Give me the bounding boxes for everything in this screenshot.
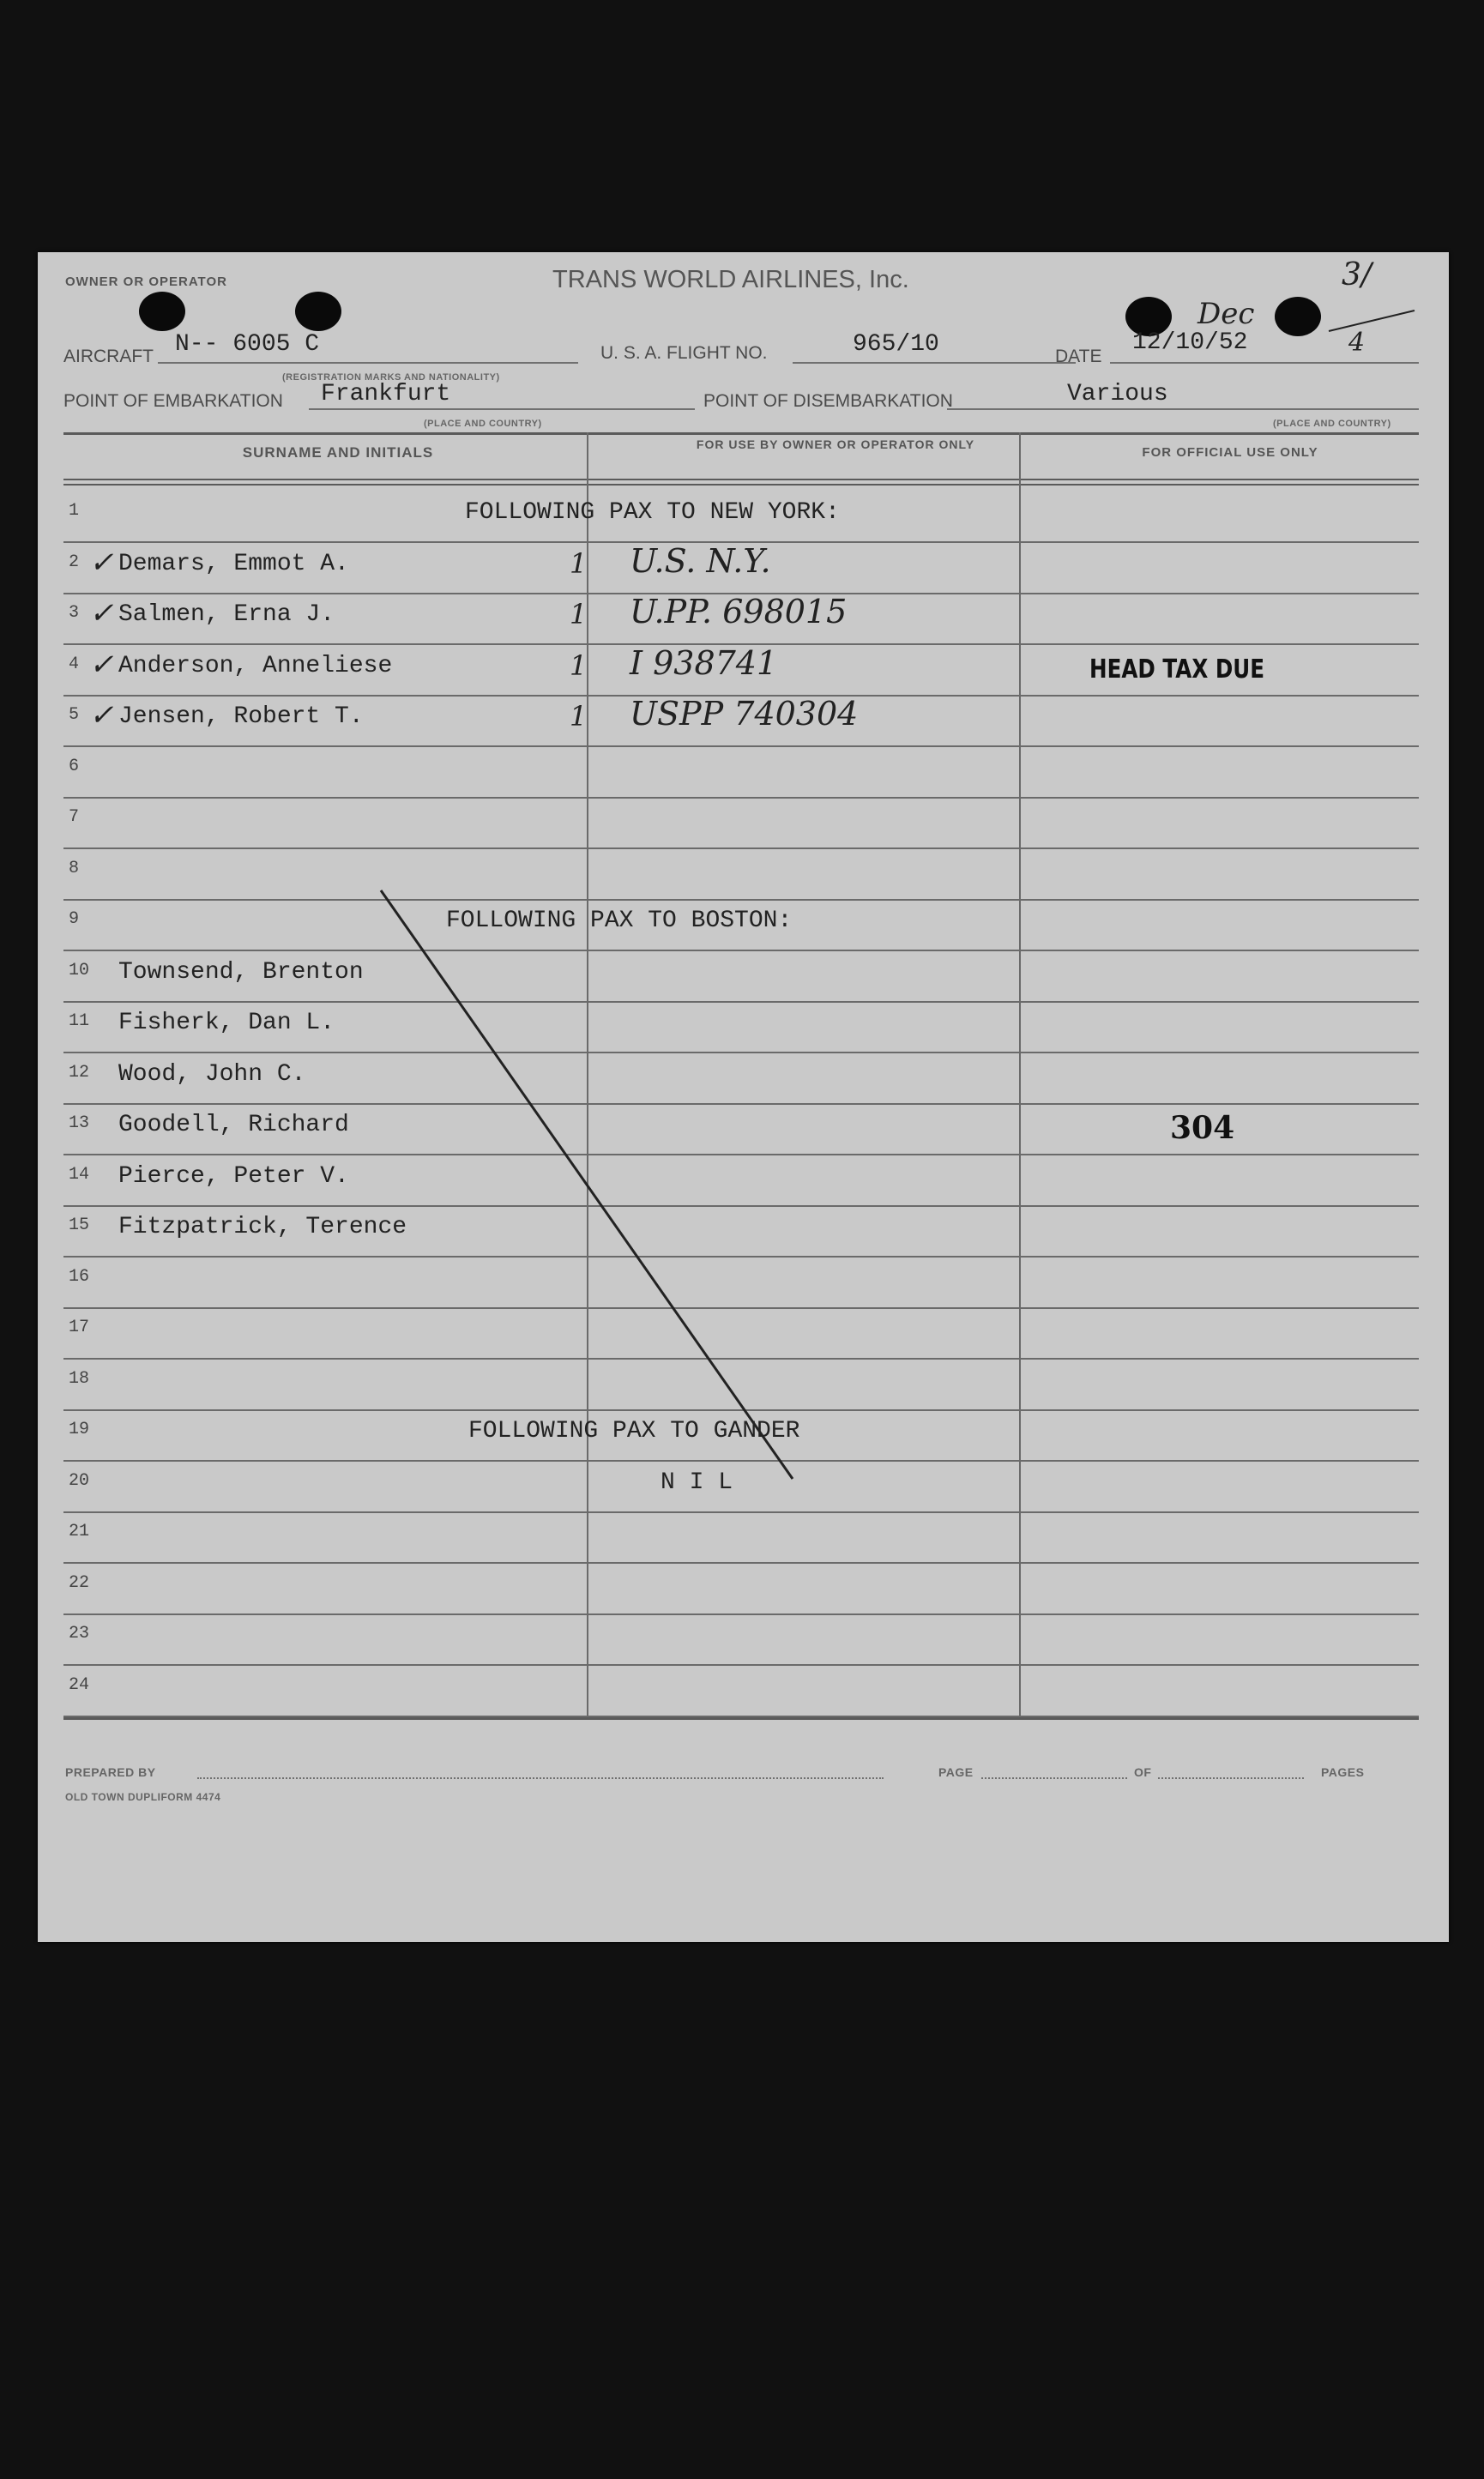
aircraft-label: AIRCRAFT [63, 347, 154, 366]
flight-no-value: 965/10 [853, 331, 939, 358]
destination-heading: FOLLOWING PAX TO BOSTON: [446, 908, 793, 934]
row-number: 24 [69, 1674, 90, 1695]
passenger-count: 1 [570, 700, 588, 733]
pages-label: PAGES [1321, 1765, 1365, 1779]
usa-flight-label: U. S. A. FLIGHT NO. [600, 343, 768, 363]
date-value: 12/10/52 [1132, 329, 1248, 356]
corner-annotation-2: 4 [1348, 328, 1366, 358]
row-number: 6 [69, 756, 80, 776]
form-number: OLD TOWN DUPLIFORM 4474 [65, 1791, 221, 1803]
date-label: DATE [1055, 347, 1102, 366]
passenger-name: Wood, John C. [118, 1060, 306, 1088]
embark-value: Frankfurt [321, 381, 451, 407]
operator-name: TRANS WORLD AIRLINES, Inc. [552, 266, 909, 293]
row-number: 2 [69, 552, 80, 572]
owner-use-annotation: U.S. N.Y. [630, 541, 771, 580]
aircraft-value: N-- 6005 C [175, 331, 320, 358]
place-note-1: (PLACE AND COUNTRY) [424, 419, 542, 429]
passenger-name: Fisherk, Dan L. [118, 1010, 335, 1036]
passenger-name: Townsend, Brenton [118, 958, 364, 986]
row-number: 21 [69, 1522, 90, 1541]
passenger-name: Pierce, Peter V. [118, 1162, 349, 1190]
destination-heading: FOLLOWING PAX TO NEW YORK: [465, 499, 840, 526]
row-number: 5 [69, 705, 80, 725]
embark-label: POINT OF EMBARKATION [63, 391, 283, 411]
prepared-by-label: PREPARED BY [65, 1765, 156, 1779]
column-header-surname: SURNAME AND INITIALS [242, 444, 434, 461]
head-tax-stamp: HEAD TAX DUE [1089, 654, 1265, 685]
owner-use-annotation: USPP 740304 [630, 695, 859, 733]
registration-note: (REGISTRATION MARKS AND NATIONALITY) [282, 372, 500, 383]
row-number: 11 [69, 1011, 90, 1031]
check-mark: ✓ [89, 698, 114, 733]
check-mark: ✓ [89, 596, 114, 630]
passenger-name: Fitzpatrick, Terence [118, 1214, 407, 1240]
passenger-name: Demars, Emmot A. [118, 550, 349, 577]
passenger-count: 1 [570, 648, 588, 682]
row-number: 13 [69, 1113, 90, 1133]
manifest-sheet [38, 252, 1449, 1942]
row-number: 22 [69, 1572, 90, 1593]
date-annotation: Dec [1197, 297, 1255, 331]
corner-annotation: 3/ [1342, 257, 1372, 293]
column-header-official-use: FOR OFFICIAL USE ONLY [1142, 445, 1318, 460]
row-number: 8 [69, 858, 80, 878]
owner-use-annotation: I 938741 [630, 643, 778, 682]
passenger-name: Goodell, Richard [118, 1112, 349, 1138]
check-mark: ✓ [89, 647, 114, 682]
disembark-label: POINT OF DISEMBARKATION [703, 391, 953, 411]
page-label: PAGE [938, 1765, 974, 1779]
row-number: 3 [69, 603, 80, 623]
passenger-name: Salmen, Erna J. [118, 601, 335, 628]
place-note-2: (PLACE AND COUNTRY) [1273, 419, 1391, 429]
strike-through-line [38, 252, 1449, 1796]
check-mark: ✓ [89, 545, 114, 580]
disembark-value: Various [1067, 381, 1168, 407]
row-number: 17 [69, 1318, 90, 1337]
row-number: 16 [69, 1266, 90, 1287]
row-number: 23 [69, 1624, 90, 1644]
row-number: 15 [69, 1215, 90, 1235]
row-number: 14 [69, 1164, 90, 1185]
row-number: 18 [69, 1368, 90, 1389]
column-header-owner-use: FOR USE BY OWNER OR OPERATOR ONLY [696, 437, 975, 451]
row-number: 4 [69, 654, 80, 674]
row-number: 20 [69, 1470, 90, 1491]
passenger-count: 1 [570, 598, 588, 630]
official-number-stamp: 304 [1170, 1110, 1235, 1146]
passenger-count: 1 [570, 546, 588, 580]
row-number: 9 [69, 909, 80, 929]
destination-heading: N I L [661, 1469, 733, 1496]
row-number: 19 [69, 1420, 90, 1439]
row-number: 7 [69, 807, 80, 827]
destination-heading: FOLLOWING PAX TO GANDER [468, 1418, 800, 1445]
row-number: 10 [69, 960, 90, 980]
owner-use-annotation: U.PP. 698015 [630, 593, 848, 630]
passenger-name: Anderson, Anneliese [118, 652, 393, 679]
row-number: 1 [69, 501, 80, 521]
owner-label: OWNER OR OPERATOR [65, 274, 227, 289]
passenger-name: Jensen, Robert T. [118, 703, 364, 730]
of-label: OF [1134, 1765, 1152, 1779]
row-number: 12 [69, 1062, 90, 1083]
